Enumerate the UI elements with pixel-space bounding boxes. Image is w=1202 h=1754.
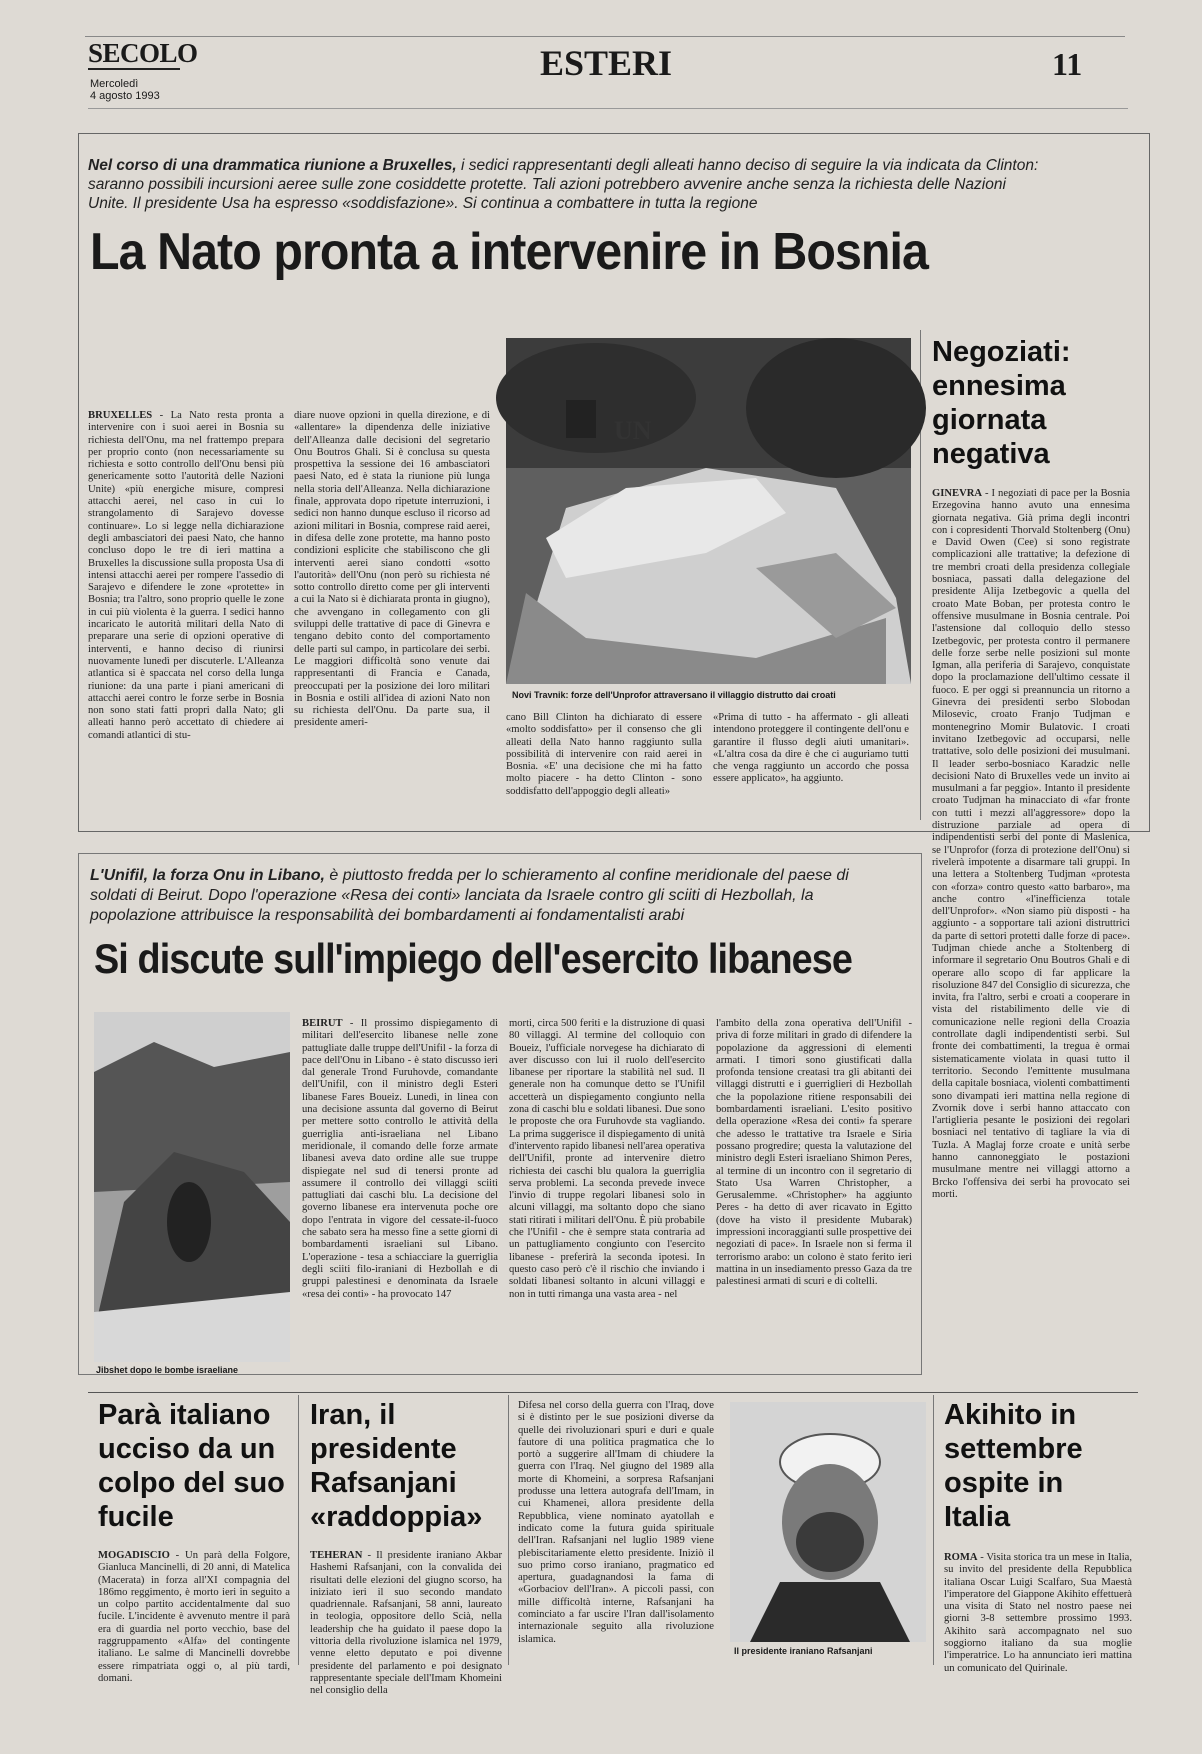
iran-dateline: TEHERAN — [310, 1550, 363, 1561]
nato-headline: La Nato pronta a intervenire in Bosnia — [90, 223, 929, 281]
page-number: 11 — [1052, 46, 1083, 82]
akihito-dateline: ROMA — [944, 1552, 978, 1563]
masthead — [0, 0, 1202, 120]
akihito-body — [944, 1552, 1132, 1674]
nato-column-1-text: - La Nato resta pronta a intervenire con i suoi aerei in Bosnia su richiesta dell'Onu, ma nel frattempo prepara per proprio conto (non necessariamente su richiesta e sotto controllo dell'Onu bensì più genericamente sotto l'autorità delle Nazioni Unite) «più energiche misure, compresi attacchi aerei, nel caso in cui lo strangolamento di Sarajevo dovesse continuare». Lo si legge nella dichiarazione degli ambasciatori dei paesi Nato, che hanno concluso dopo le tre di ieri mattina a Bruxelles la discussione sulla proposta Usa di intensi attacchi aerei per rompere l'assedio di Sarajevo e difendere le zone «protette» in Bosnia; tra l'altro, sono proprio quelle le zone in cui più violenta è la guerra. I sedici hanno incaricato le autorità militari della Nato di preparare una serie di opzioni operative di interventi, e hanno deciso di riunirsi nuovamente lunedì per discuterle. L'Alleanza atlantica si è spaccata nel corso della lunga riunione: da una parte i piani americani di attacchi aerei contro le forze serbe in Bosnia non sono stati fatti propri dalla Nato; gli alleati hanno però accettato di chiedere ai comandi atlantici di stu- — [88, 410, 284, 741]
para-dateline: MOGADISCIO — [98, 1550, 170, 1561]
paper-name: SECOLO — [88, 38, 198, 68]
libano-column-3 — [716, 1018, 912, 1368]
libano-photo-caption: Jibshet dopo le bombe israeliane — [96, 1365, 239, 1375]
nato-photo — [506, 338, 911, 684]
libano-kicker-lead: L'Unifil, la forza Onu in Libano, — [90, 867, 325, 884]
libano-column-1-text: - Il prossimo dispiegamento di militari dell'esercito libanese nelle zone pattugliate dalle truppe dell'Unifil - la forza di pace dell'Onu in Libano - è stato discusso ieri dal generale Trond Furuhovde, comandante dell'Unifil, con il ministro degli Esteri libanese Fares Boueiz. Lunedì, in linea con una decisione assunta dal governo di Beirut per mettere sotto controllo le attività della guerriglia anti-israeliana nel Libano meridionale, il comando delle forze armate libanesi aveva dato ordine alle sue truppe dispiegate nel sud di tenersi pronte ad assumere il controllo dei villaggi sciiti pattugliati dai caschi blu. La decisione del governo libanese era intervenuta poche ore dopo l'entrata in vigore del cessate-il-fuoco che sabato sera ha messo fine a sette giorni di bombardamenti israeliani sul Libano. L'operazione - tesa a schiacciare la guerriglia degli sciiti filo-iraniani di Hezbollah e di gruppi palestinesi e denominata da Israele «resa dei conti» - ha provocato 147 — [302, 1018, 498, 1300]
rafsanjani-portrait-image — [730, 1402, 926, 1642]
para-body-text: - Un parà della Folgore, Gianluca Mancinelli, di 20 anni, di Matelica (Macerata) in forza all'XI compagnia del 186mo reggimento, è morto ieri in seguito a un colpo partito accidentalmente dal suo fucile. L'incidente è avvenuto mentre il parà era di guardia nel porto vecchio, base del raggruppamento «Alfa» del contingente italiano. Le salme di Mancinelli dovrebbe essere rimpatriata oggi o, al più tardi, domani. — [98, 1550, 290, 1684]
nato-kicker-lead: Nel corso di una drammatica riunione a Bruxelles, — [88, 157, 457, 174]
jibshet-ruins-image — [94, 1012, 290, 1362]
rafsanjani-photo — [730, 1402, 926, 1642]
libano-headline: Si discute sull'impiego dell'esercito libanese — [94, 935, 853, 982]
akihito-body-text: - Visita storica tra un mese in Italia, su invito del presidente della Repubblica italiana Oscar Luigi Scalfaro, Sua Maestà l'imperatore del Giappone Akihito effettuerà una visita di Stato nel nostro paese nei giorni 3-8 settembre prossimo 1993. Akihito sarà accompagnato nel suo soggiorno italiano da sua moglie l'imperatrice. Lo ha annunciato ieri mattina un comunicato del Quirinale. — [944, 1552, 1132, 1674]
rafsanjani-photo-caption: Il presidente iraniano Rafsanjani — [734, 1646, 873, 1656]
para-iran-divider — [298, 1395, 299, 1665]
libano-kicker-text: è piuttosto fredda per lo schieramento al confine meridionale del paese di soldati di Beirut. Dopo l'operazione «Resa dei conti» lanciata da Israele contro gli sciiti di Hezbollah, la popolazione attribuisce la responsabilità dei bombardamenti ai fondamentalisti arabi — [90, 867, 849, 924]
libano-column-1 — [302, 1018, 498, 1368]
top-rule — [85, 36, 1125, 37]
unprofor-tank-image — [506, 338, 911, 684]
nato-column-2 — [294, 410, 490, 820]
iran-column-2-text: Difesa nel corso della guerra con l'Iraq, dove si è distinto per le sue posizioni diverse da quelle dei rivoluzionari spuri e duri e quale fautore di una politica pragmatica che lo portò a suggerire all'Imam di chiudere la guerra con l'Iraq. Nel giugno del 1989 alla morte di Khomeini, a sorpresa Rafsanjani produsse una lettera autografa dell'Imam, in cui Khamenei, allora presidente della Repubblica, viene nominato ayatollah e indicato come la futura guida spirituale dell'Iran. Rafsanjani nel luglio 1989 viene plebiscitariamente eletto presidente. Iniziò il suo primo corso iraniano, pragmatico ed apertura, guadagnandosi la fama di «Gorbaciov dell'Iran». A piccoli passi, con mille difficoltà interne, Rafsanjani ha cominciato a far uscire l'Iran dall'isolamento internazionale seguito alla rivoluzione islamica. — [518, 1400, 714, 1645]
negoziati-body-text: - I negoziati di pace per la Bosnia Erzegovina hanno avuto una ennesima giornata negativa. Già prima degli incontri con i copresidenti Thorvald Stoltenberg (Onu) e David Owen (Cee) si sono registrate complicazioni alle trattative; la defezione di tre membri croati della presidenza collegiale bosniaca, passati dalla delegazione del presidente Alija Izetbegovic a quella del croato Mate Boban, per protesta contro le offensive musulmane in Bosnia centrale. Poi l'astensione dal colloquio dello stesso Izetbegovic, per protesta contro il permanere delle forze serbe nelle posizioni sul monte Igman, alla periferia di Sarajevo, conquistate dopo la proclamazione dell'ultimo cessate il fuoco. E per oggi si preannuncia un ritorno a Ginevra dei presidenti serbo Slobodan Milosevic, croato Franjo Tudjman e montenegrino Momir Bulatovic. I croati invitano Izetbegovic ad occuparsi, nelle trattative, solo delle posizioni dei musulmani. Il leader serbo-bosniaco Karadzic nelle decisioni Nato di Bruxelles vede un invito ai musulmani a far peggio». Intanto il presidente croato Tudjman ha minacciato di «far fronte con tutti i mezzi all'aggressore» dopo la distruzione parziale ad opera di indipendentisti serbi del ponte di Maslenica, se l'Unprofor (forza di protezione dell'Onu) si rivelerà impotente a disarmare tali gruppi. In una lettera a Stoltenberg Tudjman «protesta con «forza» contro questo «atto barbaro», ma anche contro «l'inefficienza totale dell'Unprofor». «Non siamo più disposti - ha aggiunto - a sopportare tali azioni distruttrici da parte di settori protetti dalle forze di pace». Tudjman chiede anche a Stoltenberg di informare il segretario Onu Boutros Ghali e di operare allo scopo di far applicare la risoluzione 847 del Consiglio di sicurezza, che invita, fra l'altro, serbi e croati a cooperare in vista del ristabilimento delle vie di comunicazione nelle regioni della Croazia controllate dagli indipendentisti serbi. Sul fronte dei combattimenti, la tregua è ormai sistematicamente violata in quasi tutto il territorio. Secondo l'emittente musulmana della capitale bosniaca, violenti combattimenti sono divampati ieri mattina nella regione di Zvornik dove i serbi hanno attaccato con l'artiglieria pesante le posizioni dei regolari bosniaci nel tentativo di tagliare la via di Tuzla. A Maglaj forze croate e unità serbe hanno cannoneggiato le postazioni musulmane mentre nei villaggi attorno a Brcko l'offensiva dei serbi ha provocato sei morti. — [932, 488, 1130, 1200]
paper-name-underline — [88, 68, 180, 70]
libano-photo — [94, 1012, 290, 1362]
akihito-headline: Akihito in settembre ospite in Italia — [944, 1399, 1083, 1533]
para-body — [98, 1550, 290, 1684]
iran-headline: Iran, il presidente Rafsanjani «raddoppia» — [310, 1399, 483, 1533]
nato-kicker-text: i sedici rappresentanti degli alleati hanno deciso di seguire la via indicata da Clinton: saranno possibili incursioni aeree sulle zone cosiddette protette. Tali azioni potrebbero avvenire anche senza la richiesta delle Nazioni Unite. Il presidente Usa ha espresso «soddisfazione». Si continua a combattere in tutta la regione — [88, 157, 1039, 212]
negoziati-dateline: GINEVRA — [932, 488, 983, 499]
nato-column-1 — [88, 410, 284, 820]
nato-photo-caption: Novi Travnik: forze dell'Unprofor attraversano il villaggio distrutto dai croati — [512, 690, 836, 700]
iran-column-1-text: - Il presidente iraniano Akbar Hashemi Rafsanjani, con la convalida dei risultati delle elezioni del giugno scorso, ha iniziato ieri il suo secondo mandato quadriennale. Rafsanjani, 58 anni, laureato in teologia, oppositore dello Scià, nella leadership che ha guidato il paese dopo la vittoria della rivoluzione islamica nel 1979, venne eletto deputato e poi divenne presidente del parlamento e poi designato rappresentante speciale dell'Imam Khomeini nel consiglio della — [310, 1550, 502, 1697]
nato-column-4-text: «Prima di tutto - ha affermato - gli alleati intendono proteggere il contingente dell'onu e garantire il flusso degli aiuti umanitari». «L'altra cosa da dire è che ci auguriamo tutti che venga raggiunto un accordo che possa essere applicato», ha aggiunto. — [713, 712, 909, 785]
nato-kicker — [88, 156, 1048, 213]
libano-column-2-text: morti, circa 500 feriti e la distruzione di quasi 80 villaggi. Al termine del colloquio con Boueiz, l'ufficiale norvegese ha dichiarato di aver discusso con lui il ruolo dell'esercito libanese per riportare la stabilità nel sud. Il generale non ha comunque detto se l'Unifil accetterà un dispiegamento congiunto nella zona di caschi blu e soldati libanesi. Due sono le proposte che ora Furuhovde sta vagliando. La prima suggerisce il dispiegamento di unità d'intervento rapido libanesi nell'area operativa dell'Unifil, pronte ad intervenire dietro richiesta dei caschi blu qualora la guerriglia serva problemi. La seconda prevede invece l'invio di truppe regolari libanesi solo in alcuni villaggi, ma soltanto dopo che siano stati ritirati i militari dell'Onu. È più probabile che l'Unifil - che è sempre stata contraria ad un pattugliamento congiunto con l'esercito libanese - preferirà la seconda ipotesi. In questo caso però c'è il rischio che inviando i soldati libanesi soltanto in alcuni villaggi e non in tutti rimanga una vasta area - nel — [509, 1018, 705, 1300]
libano-column-3-text: l'ambito della zona operativa dell'Unifil - priva di forze militari in grado di difendere la popolazione da aggressioni di elementi armati. I timori sono giustificati dalla profonda tensione creatasi tra gli abitanti dei villaggi distrutti e i guerriglieri di Hezbollah che la popolazione ritiene responsabili dei bombardamenti israeliani. L'esito positivo della operazione «Resa dei conti» fa sperare che adesso le trattative tra Israele e Siria possano progredire; questa la valutazione del ministro degli Esteri israeliano Shimon Peres, al termine di un incontro con il segretario di Stato Usa Warren Christopher, a Gerusalemme. «Christopher» ha aggiunto Peres - ha detto di aver ricavato in Egitto (dove ha visto il presidente Mubarak) impressioni incoraggianti sulle prospettive dei negoziati di pace». In Israele non si ferma il terrorismo arabo: un colono è stato ferito ieri mattina in un insediamento presso Gaza da tre palestinesi armati di scuri e di coltelli. — [716, 1018, 912, 1288]
section-title: ESTERI — [540, 43, 673, 83]
libano-kicker — [90, 866, 890, 926]
iran-column-2 — [518, 1400, 714, 1662]
negoziati-headline: Negoziati: ennesima giornata negativa — [932, 336, 1071, 470]
masthead-bottom-rule — [88, 108, 1128, 109]
iran-columns-divider — [508, 1395, 509, 1665]
bottom-row-top-rule — [88, 1392, 1138, 1393]
issue-day: Mercoledì — [90, 78, 139, 90]
nato-column-2-text: diare nuove opzioni in quella direzione, e di «allentare» la dipendenza delle iniziative dell'Alleanza dalle decisioni del segretario Onu Boutros Ghali. Si è conclusa su questa prospettiva la sessione dei 16 ambasciatori paesi Nato, ed è stata la riunione più lunga nella storia dell'Alleanza. Nella dichiarazione finale, approvata dopo ripetute interruzioni, i sedici non hanno dunque escluso il ricorso ad azioni militari in Bosnia, comprese raid aerei, in difesa delle zone protette, ma hanno posto condizioni esplicite che stabiliscono che gli interventi aerei siano condotti «sotto l'autorità» dell'Onu (non però su richiesta né sotto controllo diretto come per gli interventi a cui la Nato si è dichiarata pronta in giugno), che avvengano in collegamento con gli sviluppi delle trattative di pace di Ginevra e tengano debito conto del comportamento delle parti sul campo, in particolare dei serbi. Le maggiori difficoltà sono venute dai rappresentanti di Francia e Canada, preoccupati per la posizione dei loro militari in Bosnia e ostili all'idea di azioni Nato non su richiesta dell'Onu. Da parte sua, il presidente ameri- — [294, 410, 490, 729]
libano-column-2 — [509, 1018, 705, 1368]
nato-dateline: BRUXELLES — [88, 410, 153, 421]
nato-column-3-text: cano Bill Clinton ha dichiarato di essere «molto soddisfatto» per il consenso che gli alleati della Nato hanno raggiunto sulla possibilità di intervenire con raid aerei in Bosnia. «E' una decisione che mi ha fatto molto piacere - ha detto Clinton - sono soddisfatto dell'appoggio degli alleati» — [506, 712, 702, 797]
libano-dateline: BEIRUT — [302, 1018, 343, 1029]
nato-column-3 — [506, 712, 702, 820]
para-headline: Parà italiano ucciso da un colpo del suo fucile — [98, 1399, 285, 1533]
nato-column-4 — [713, 712, 909, 820]
iran-akihito-divider — [933, 1395, 934, 1665]
negoziati-body — [932, 488, 1130, 1543]
iran-column-1 — [310, 1550, 502, 1697]
issue-date: 4 agosto 1993 — [90, 90, 160, 102]
tank-marking: UN — [614, 416, 652, 445]
